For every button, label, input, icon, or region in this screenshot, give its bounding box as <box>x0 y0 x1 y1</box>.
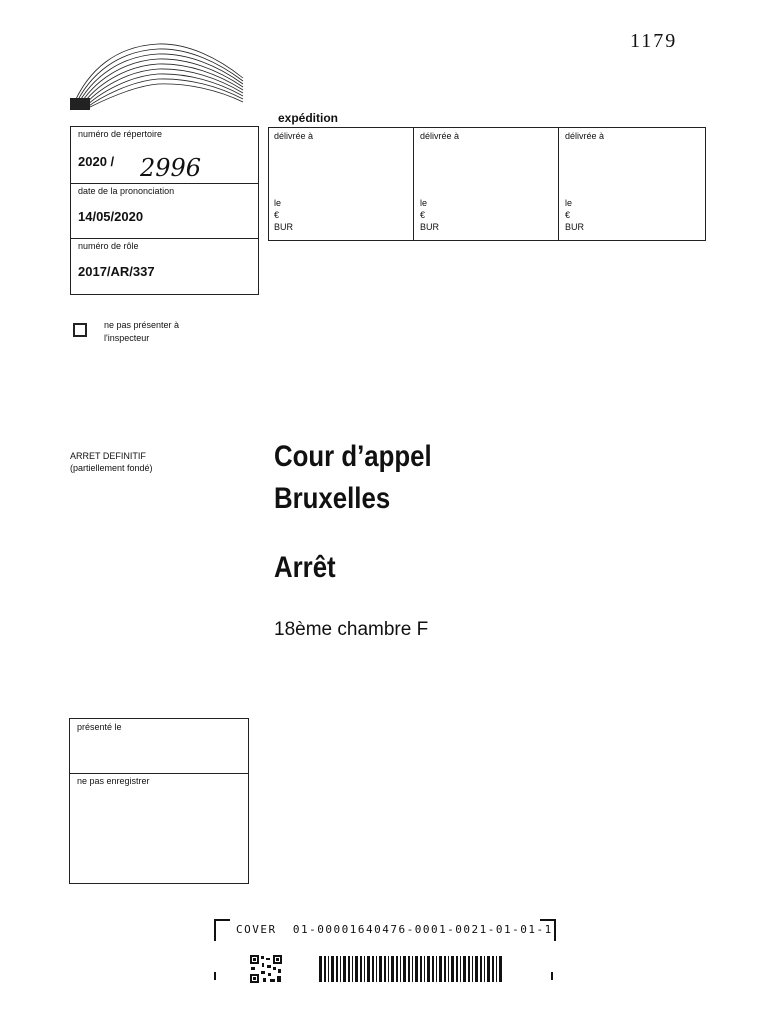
role-label: numéro de rôle <box>78 241 139 251</box>
expedition-col3-le: le <box>565 198 573 208</box>
registration-box <box>69 718 249 884</box>
repertoire-label: numéro de répertoire <box>78 129 163 139</box>
expedition-col2-le: le <box>420 198 428 208</box>
expedition-col1-le: le <box>274 198 282 208</box>
cover-code: COVER 01-00001640476-0001-0021-01-01-1 <box>236 923 553 936</box>
checkbox-label-line1: ne pas présenter à <box>104 320 180 330</box>
no-register-label: ne pas enregistrer <box>77 776 150 786</box>
court-logo-icon <box>68 38 248 113</box>
court-name-line2: Bruxelles <box>274 482 391 515</box>
expedition-col2-euro: € <box>420 210 426 220</box>
qr-code-icon <box>249 954 283 984</box>
alignment-tick-right <box>551 972 553 980</box>
expedition-col3-euro: € <box>565 210 571 220</box>
expedition-col3-delivered: délivrée à <box>565 131 605 141</box>
alignment-tick-left <box>214 972 216 980</box>
arret-type-line1: ARRET DEFINITIF <box>70 451 146 461</box>
expedition-col3-bur: BUR <box>565 222 585 232</box>
cover-bracket-left <box>214 919 230 941</box>
expedition-col1-bur: BUR <box>274 222 294 232</box>
presented-label: présenté le <box>77 722 122 732</box>
repertoire-handwritten: 2996 <box>140 154 202 182</box>
role-value: 2017/AR/337 <box>78 264 155 279</box>
arret-type-line2: (partiellement fondé) <box>70 463 153 473</box>
expedition-table <box>268 127 706 241</box>
stamp-number: 1179 <box>630 30 678 52</box>
checkbox-label-line2: l'inspecteur <box>104 333 150 343</box>
cover-bracket-right <box>540 919 556 941</box>
repertoire-value: 2020 / <box>78 154 115 169</box>
expedition-col2-delivered: délivrée à <box>420 131 460 141</box>
expedition-col1-euro: € <box>274 210 280 220</box>
barcode-icon <box>319 956 504 982</box>
document-type: Arrêt <box>274 551 336 584</box>
no-inspector-checkbox[interactable] <box>73 323 87 337</box>
expedition-col2-bur: BUR <box>420 222 440 232</box>
expedition-col1-delivered: délivrée à <box>274 131 314 141</box>
chamber: 18ème chambre F <box>274 619 429 640</box>
expedition-title: expédition <box>278 111 339 125</box>
pronunciation-label: date de la prononciation <box>78 186 175 196</box>
court-name-line1: Cour d’appel <box>274 440 432 473</box>
pronunciation-value: 14/05/2020 <box>78 209 144 224</box>
